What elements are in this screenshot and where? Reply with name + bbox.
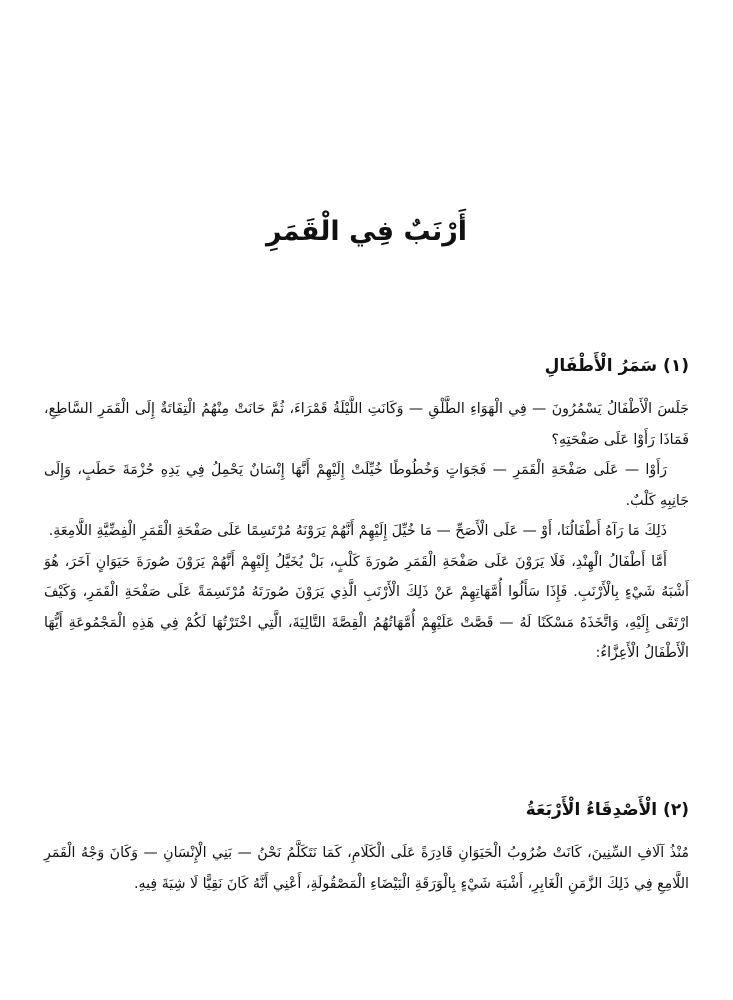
paragraph: رَأَوْا — عَلَى صَفْحَةِ الْقَمَرِ — فَجَوَاتٍ وَخُطُوطًا خُيِّلَتْ إِلَيْهِمْ أَنَّهَا إِنْسَانٌ يَحْمِلُ فِي يَدِهِ حُزْمَةَ حَطَبٍ، وَإِلَى جَانِبِهِ كَلْبٌ. <box>44 462 689 509</box>
paragraph: أَمَّا أَطْفَالُ الْهِنْدِ، فَلَا يَرَوْنَ عَلَى صَفْحَةِ الْقَمَرِ صُورَةَ كَلْبٍ، بَلْ يُخَيَّلُ إِلَيْهِمْ أَنَّهُمْ يَرَوْنَ صُورَةَ حَيَوَانٍ آخَرَ، هُوَ أَشْبَهُ شَيْءٍ بِالْأَرْنَبِ. فَإِذَا سَأَلُوا أُمَّهَاتِهِمْ عَنْ ذَلِكَ الْأَرْنَبِ الَّذِي يَرَوْنَ صُورَتَهُ مُرْتَسِمَةً عَلَى صَفْحَةِ الْقَمَرِ، وَكَيْفَ ارْتَقَى إِلَيْهِ، وَاتَّخَذَهُ مَسْكَنًا لَهُ — قَصَّتْ عَلَيْهِمْ أُمَّهَاتُهُمُ الْقِصَّةَ التَّالِيَةَ، الَّتِي اخْتَرْتُهَا لَكُمْ فِي هَذِهِ الْمَجْمُوعَةِ أَيُّهَا الْأَطْفَالُ الْأَعِزَّاءُ: <box>44 553 689 661</box>
section-heading: (١) سَمَرُ الْأَطْفَالِ <box>544 356 689 376</box>
page-title: أَرْنَبٌ فِي الْقَمَرِ <box>265 216 468 247</box>
section-four-friends <box>44 796 689 899</box>
section-heading: (٢) الْأَصْدِقَاءُ الْأَرْبَعَةُ <box>525 800 689 820</box>
paragraph: ذَلِكَ مَا رَآهُ أَطْفَالُنَا، أَوْ — عَلَى الْأَصَحِّ — مَا خُيِّلَ إِلَيْهِمْ أَنَّهُمْ يَرَوْنَهُ مُرْتَسِمًا عَلَى صَفْحَةِ الْقَمَرِ الْفِضِّيَّةِ اللَّامِعَةِ. <box>48 523 667 539</box>
paragraph: جَلَسَ الْأَطْفَالُ يَسْمُرُونَ — فِي الْهَوَاءِ الطَّلْقِ — وَكَانَتِ اللَّيْلَةُ قَمْرَاءَ، ثُمَّ حَانَتْ مِنْهُمُ الْتِفَاتَةٌ إِلَى الْقَمَرِ السَّاطِعِ، فَمَاذَا رَأَوْا عَلَى صَفْحَتِهِ؟ <box>44 401 689 448</box>
section-children-evening <box>44 352 689 669</box>
paragraph: مُنْذُ آلَافِ السِّنِينَ، كَانَتْ ضُرُوبُ الْحَيَوَانِ قَادِرَةً عَلَى الْكَلَامِ، كَمَا نَتَكَلَّمُ نَحْنُ — بَنِي الْإِنْسَانِ — وَكَانَ وَجْهُ الْقَمَرِ اللَّامِعِ فِي ذَلِكَ الزَّمَنِ الْغَابِرِ، أَشْبَهَ شَيْءٍ بِالْوَرَقَةِ الْبَيْضَاءِ الْمَصْقُولَةِ، أَعْنِي أَنَّهُ كَانَ نَقِيًّا لَا شِيَةَ فِيهِ. <box>44 845 689 892</box>
